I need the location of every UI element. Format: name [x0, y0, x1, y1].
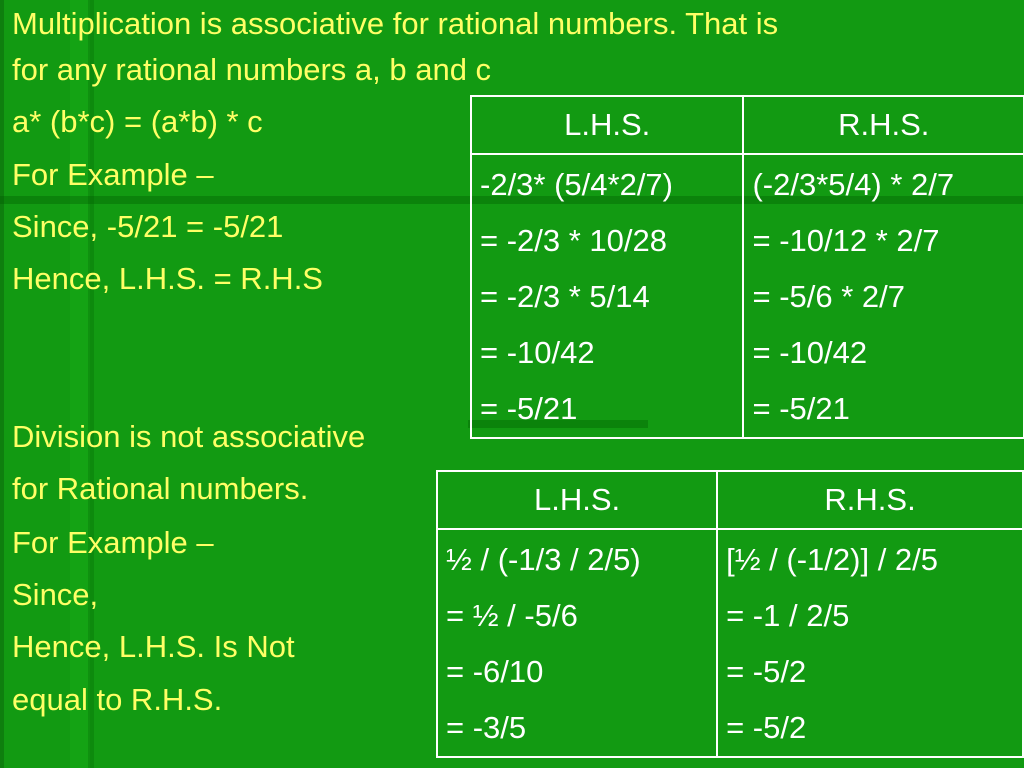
lhs-cell [437, 529, 717, 757]
rhs-step: (-2/3*5/4) * 2/7 [752, 167, 955, 202]
lhs-step: -2/3* (5/4*2/7) [480, 167, 673, 202]
lhs-step: = -5/21 [480, 391, 578, 426]
table-header-row [437, 471, 1023, 529]
lhs-step: = -2/3 * 5/14 [480, 279, 650, 314]
paragraph-line: Since, -5/21 = -5/21 [12, 209, 284, 244]
rhs-step: = -5/6 * 2/7 [752, 279, 906, 314]
paragraph-line: Division is not associative [12, 419, 366, 454]
lhs-header: L.H.S. [437, 471, 717, 529]
rhs-header: R.H.S. [717, 471, 1023, 529]
lhs-step: = -3/5 [446, 710, 527, 745]
lhs-step: = -6/10 [446, 654, 544, 689]
rhs-cell [717, 529, 1023, 757]
table-row [471, 154, 1024, 438]
multiplication-table [470, 95, 1024, 439]
paragraph-line: for Rational numbers. [12, 471, 309, 506]
rhs-header: R.H.S. [743, 96, 1024, 154]
paragraph-line: Hence, L.H.S. = R.H.S [12, 261, 323, 296]
paragraph-line: For Example – [12, 157, 214, 192]
lhs-cell [471, 154, 743, 438]
rhs-step: = -10/42 [752, 335, 868, 370]
lhs-step: ½ / (-1/3 / 2/5) [446, 542, 641, 577]
paragraph-line: For Example – [12, 525, 214, 560]
paragraph-line: Multiplication is associative for rational numbers. That is [12, 6, 779, 41]
lhs-step: = ½ / -5/6 [446, 598, 578, 633]
paragraph-line: Since, [12, 577, 99, 612]
lhs-header: L.H.S. [471, 96, 743, 154]
rhs-step: = -10/12 * 2/7 [752, 223, 940, 258]
rhs-step: = -1 / 2/5 [726, 598, 850, 633]
paragraph-line: Hence, L.H.S. Is Not [12, 629, 295, 664]
division-table [436, 470, 1024, 758]
lhs-step: = -10/42 [480, 335, 595, 370]
lhs-step: = -2/3 * 10/28 [480, 223, 667, 258]
rhs-step: = -5/2 [726, 654, 807, 689]
formula-line: a* (b*c) = (a*b) * c [12, 104, 263, 139]
table-row [437, 529, 1023, 757]
rhs-step: = -5/2 [726, 710, 807, 745]
table-header-row [471, 96, 1024, 154]
rhs-step: [½ / (-1/2)] / 2/5 [726, 542, 939, 577]
rhs-cell [743, 154, 1024, 438]
paragraph-line: for any rational numbers a, b and c [12, 52, 492, 87]
paragraph-line: equal to R.H.S. [12, 682, 223, 717]
rhs-step: = -5/21 [752, 391, 850, 426]
